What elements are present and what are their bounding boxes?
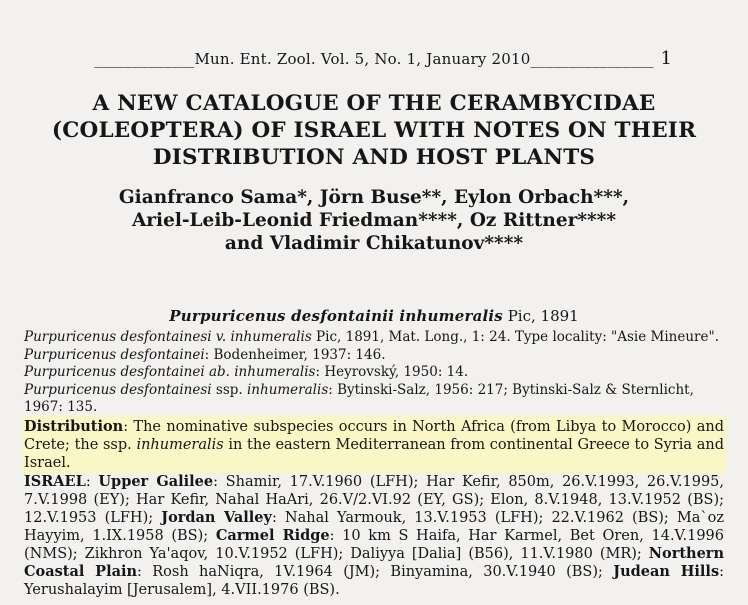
article-title <box>24 90 724 171</box>
synonymy-line: Purpuricenus desfontainesi v. inhumeralis Pic, 1891, Mat. Long., 1: 24. Type locality: "Asie Mineure". <box>24 329 719 345</box>
author-line: Ariel-Leib-Leonid Friedman****, Oz Rittner**** <box>131 210 617 231</box>
page-number: 1 <box>660 48 672 69</box>
israel-records-paragraph: ISRAEL: Upper Galilee: Shamir, 17.V.1960 (LFH); Har Kefir, 850m, 26.V.1993, 26.V.1995, 7.V.1998 (EY); Har Kefir, Nahal HaAri, 26.V/2.VI.92 (EY, GS); Elon, 8.V.1948, 13.V.1952 (BS); 12.V.1953 (LFH); Jordan Valley: Nahal Yarmouk, 13.V.1953 (LFH); 22.V.1962 (BS); Ma`oz Hayyim, 1.IX.1958 (BS); Carmel Ridge: 10 km S Haifa, Har Karmel, Bet Oren, 14.V.1996 (NMS); Zikhron Ya'aqov, 10.V.1952 (LFH); Daliyya [Dalia] (B56), 11.V.1980 (MR); Northern Coastal Plain: Rosh haNiqra, 1V.1964 (JM); Binyamina, 30.V.1940 (BS); Judean Hills: Yerushalayim [Jerusalem], 4.VII.1976 (BS). <box>24 472 725 598</box>
header-right-rule: ________________ <box>530 50 654 68</box>
journal-citation: Mun. Ent. Zool. Vol. 5, No. 1, January 2010 <box>194 50 531 68</box>
distribution-paragraph: Distribution: The nominative subspecies occurs in North Africa (from Libya to Morocco) and Crete; the ssp. inhumeralis in the eastern Mediterranean from continental Greece to Syria and Israel. <box>24 417 724 471</box>
author-list <box>24 186 724 255</box>
synonymy-block <box>24 329 724 417</box>
synonymy-line: Purpuricenus desfontainesi ssp. inhumeralis: Bytinski-Salz, 1956: 217; Bytinski-Salz & Sternlicht, 1967: 135. <box>24 381 694 415</box>
article-title-line: DISTRIBUTION AND HOST PLANTS <box>152 145 596 170</box>
article-title-line: (COLEOPTERA) OF ISRAEL WITH NOTES ON THEIR <box>51 118 697 143</box>
header-left-rule: _____________ <box>94 50 195 68</box>
author-line: Gianfranco Sama*, Jörn Buse**, Eylon Orbach***, <box>118 187 630 208</box>
author-line: and Vladimir Chikatunov**** <box>224 233 524 254</box>
synonymy-line: Purpuricenus desfontainei ab. inhumeralis: Heyrovský, 1950: 14. <box>24 364 469 380</box>
article-title-line: A NEW CATALOGUE OF THE CERAMBYCIDAE <box>92 91 656 116</box>
synonymy-line: Purpuricenus desfontainei: Bodenheimer, 1937: 146. <box>24 346 386 363</box>
species-heading: Purpuricenus desfontainii inhumeralis Pic, 1891 <box>169 307 579 325</box>
running-header <box>24 0 724 68</box>
